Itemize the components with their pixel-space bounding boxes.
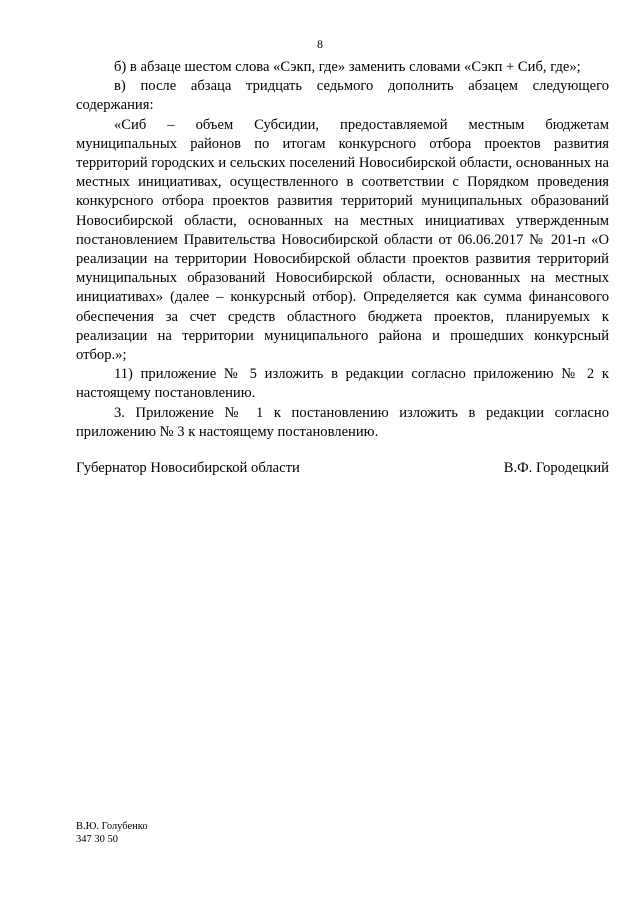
signature-block bbox=[76, 459, 609, 478]
signatory-name: В.Ф. Городецкий bbox=[503, 460, 609, 476]
executor-phone: 347 30 50 bbox=[76, 834, 118, 845]
page-number: 8 bbox=[317, 37, 323, 51]
executor-name: В.Ю. Голубенко bbox=[76, 821, 148, 832]
paragraph-sib-definition: «Сиб – объем Субсидии, предоставляемой местным бюджетам муниципальных районов по итогам конкурсного отбора проектов развития территорий городских и сельских поселений Новосибирской области, основанных на местных инициативах, осуществленного в соответствии с Порядком проведения конкурсного отбора проектов развития территорий муниципальных образований Новосибирской области, основанных на местных инициативах утвержденным постановлением Правительства Новосибирской области от 06.06.2017 № 201-п «О реализации на территории Новосибирской области проектов развития территорий муниципальных образований Новосибирской области, основанных на местных инициативах» (далее – конкурсный отбор). Определяется как сумма финансового обеспечения за счет средств областного бюджета проектов, планируемых к реализации на территории муниципального района и прошедших конкурсный отбор.»; bbox=[76, 116, 609, 364]
paragraph-b: б) в абзаце шестом слова «Сэкп, где» заменить словами «Сэкп + Сиб, где»; bbox=[114, 59, 581, 75]
paragraph-v: в) после абзаца тридцать седьмого дополнить абзацем следующего содержания: bbox=[76, 78, 609, 114]
executor-footer bbox=[76, 820, 148, 846]
paragraph-3: 3. Приложение № 1 к постановлению изложить в редакции согласно приложению № 3 к настоящему постановлению. bbox=[76, 404, 609, 440]
document-body bbox=[76, 58, 609, 442]
paragraph-11: 11) приложение № 5 изложить в редакции согласно приложению № 2 к настоящему постановлению. bbox=[76, 366, 609, 402]
signatory-position: Губернатор Новосибирской области bbox=[76, 460, 300, 476]
